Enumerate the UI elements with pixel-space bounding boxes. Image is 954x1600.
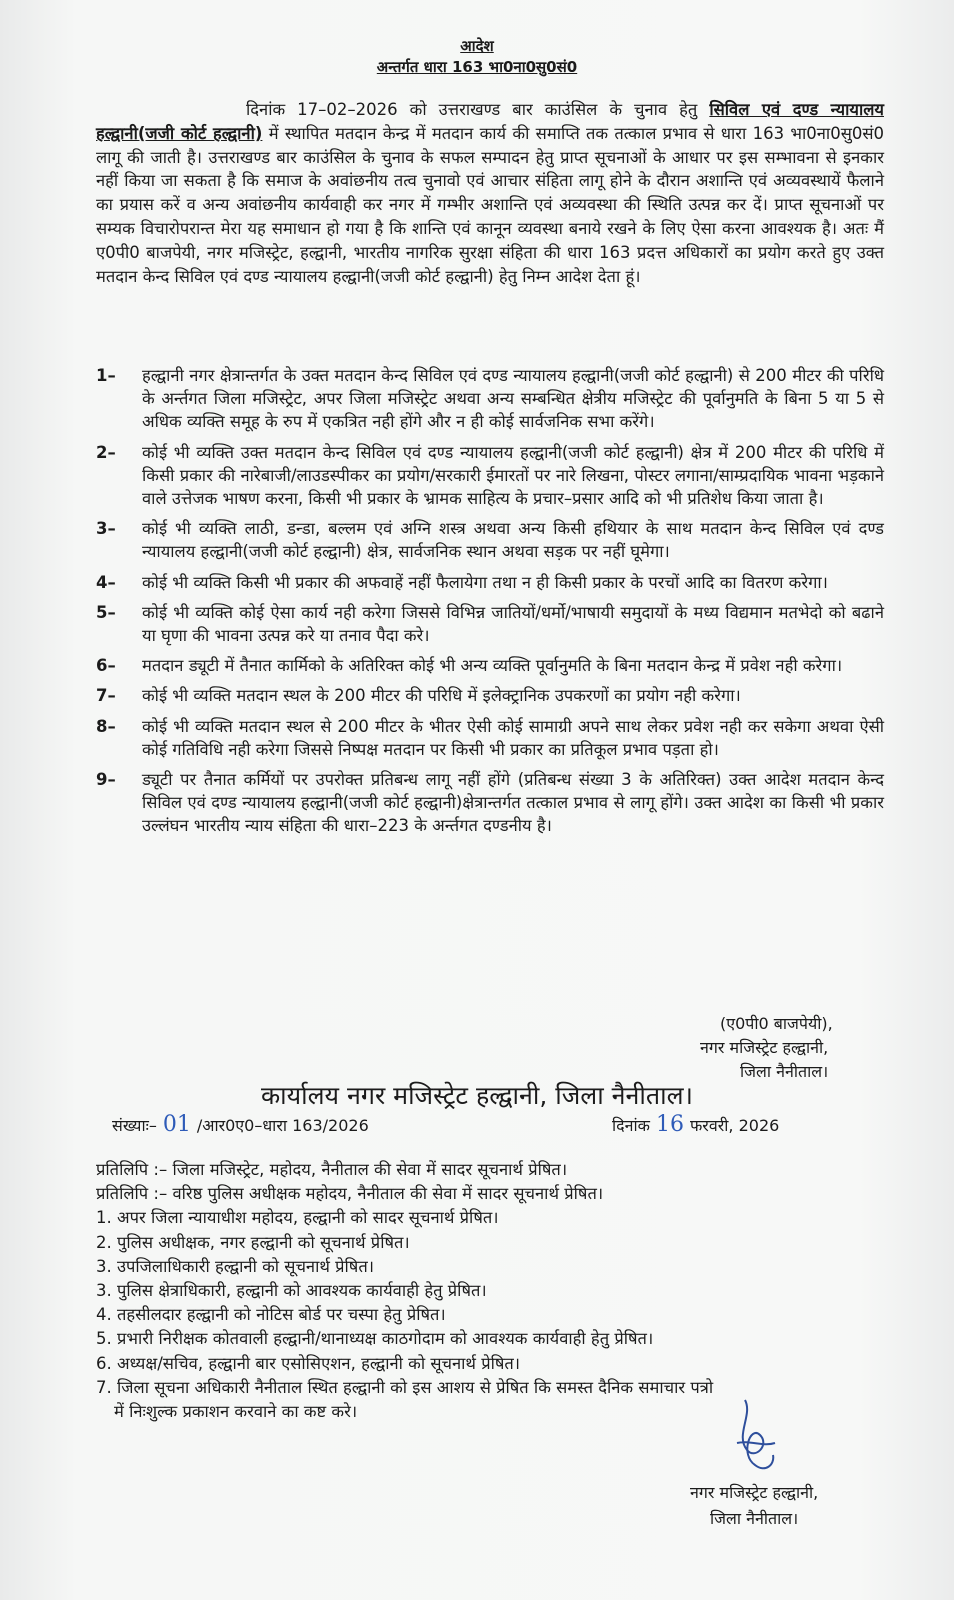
item-text: कोई भी व्यक्ति किसी भी प्रकार की अफवाहें नहीं फैलायेगा तथा न ही किसी प्रकार के परचों आदि का वितरण करेगा। bbox=[142, 572, 828, 592]
signatory-name: (ए0पी0 बाजपेयी), bbox=[720, 1014, 833, 1033]
intro-court-name: सिविल एवं दण्ड न्यायालय हल्द्वानी(जजी कोर्ट हल्द्वानी) bbox=[96, 100, 884, 143]
footer-designation: नगर मजिस्ट्रेट हल्द्वानी, bbox=[690, 1483, 819, 1502]
date-prefix: दिनांक bbox=[612, 1116, 650, 1135]
item-number: 9– bbox=[96, 770, 116, 790]
order-item bbox=[96, 364, 884, 434]
item-text: ड्यूटी पर तैनात कर्मियों पर उपरोक्त प्रतिबन्ध लागू नहीं होंगे (प्रतिबन्ध संख्या 3 के अतिरिक्त) उक्त आदेश मतदान केन्द सिविल एवं दण्ड न्यायालय हल्द्वानी(जजी कोर्ट हल्द्वानी)क्षेत्रान्तर्गत तत्काल प्रभाव से लागू होंगे। उक्त आदेश का किसी भी प्रकार उल्लंघन भारतीय न्याय संहिता की धारा–223 के अर्न्तगत दण्डनीय है। bbox=[142, 770, 884, 836]
item-number: 6– bbox=[96, 656, 116, 676]
order-item bbox=[96, 684, 884, 707]
ref-prefix: संख्याः– bbox=[112, 1116, 157, 1135]
order-item bbox=[96, 601, 884, 647]
item-text: कोई भी व्यक्ति लाठी, डन्डा, बल्लम एवं अग्नि शस्त्र अथवा अन्य किसी हथियार के साथ मतदान केन्द सिविल एवं दण्ड न्यायालय हल्द्वानी(जजी कोर्ट हल्द्वानी) क्षेत्र, सार्वजनिक स्थान अथवा सड़क पर नहीं घूमेगा। bbox=[142, 519, 884, 562]
copy-item: 3. पुलिस क्षेत्राधिकारी, हल्द्वानी को आवश्यक कार्यवाही हेतु प्रेषित। bbox=[96, 1281, 487, 1301]
copy-distribution-list bbox=[96, 1158, 896, 1424]
intro-paragraph bbox=[96, 98, 884, 288]
signature-block bbox=[700, 1012, 833, 1084]
copy-item: 2. पुलिस अधीक्षक, नगर हल्द्वानी को सूचनार्थ प्रेषित। bbox=[96, 1232, 410, 1252]
item-number: 3– bbox=[96, 519, 116, 539]
item-text: कोई भी व्यक्ति उक्त मतदान केन्द सिविल एवं दण्ड न्यायालय हल्द्वानी(जजी कोर्ट हल्द्वानी) क्षेत्र में 200 मीटर की परिधि में किसी प्रकार की नारेबाजी/लाउडस्पीकर का प्रयोग/सरकारी ईमारतों पर नारे लिखना, पोस्टर लगाना/साम्प्रदायिक भावना भड़काने वाले उत्तेजक भाषण करना, किसी भी प्रकार के भ्रामक साहित्य के प्रचार–प्रसार आदि को भी प्रतिशेध किया जाता है। bbox=[142, 442, 884, 509]
order-item bbox=[96, 654, 884, 677]
issue-date bbox=[612, 1112, 779, 1137]
order-item bbox=[96, 715, 884, 761]
date-suffix: फरवरी, 2026 bbox=[689, 1116, 780, 1135]
item-number: 5– bbox=[96, 602, 116, 622]
item-number: 2– bbox=[96, 442, 116, 462]
item-number: 4– bbox=[96, 572, 116, 592]
order-subtitle: अन्तर्गत धारा 163 भा0ना0सु0सं0 bbox=[376, 58, 578, 76]
item-text: कोई भी व्यक्ति मतदान स्थल से 200 मीटर के भीतर ऐसी कोई सामाग्री अपने साथ लेकर प्रवेश नही कर सकेगा अथवा ऐसी कोई गतिविधि नही करेगा जिससे निष्पक्ष मतदान पर किसी भी प्रकार का प्रतिकूल प्रभाव पड़ता हो। bbox=[142, 716, 884, 759]
item-number: 7– bbox=[96, 686, 116, 706]
footer-signature-block bbox=[690, 1480, 818, 1532]
order-item bbox=[96, 768, 884, 838]
item-text: कोई भी व्यक्ति मतदान स्थल के 200 मीटर की परिधि में इलेक्ट्रानिक उपकरणों का प्रयोग नही करेगा। bbox=[142, 686, 741, 706]
order-item bbox=[96, 517, 884, 563]
intro-text-1: दिनांक 17–02–2026 को उत्तराखण्ड बार काउंसिल के चुनाव हेतु bbox=[246, 100, 698, 119]
copy-item: 1. अपर जिला न्यायाधीश महोदय, हल्द्वानी को सादर सूचनार्थ प्रेषित। bbox=[96, 1208, 499, 1228]
handwritten-signature-icon bbox=[725, 1395, 785, 1485]
order-item bbox=[96, 571, 884, 594]
ref-handwritten-number: 01 bbox=[162, 1112, 191, 1137]
copy-item: 7. जिला सूचना अधिकारी नैनीताल स्थित हल्द्वानी को इस आशय से प्रेषित कि समस्त दैनिक समाचार पत्रो bbox=[96, 1377, 714, 1397]
order-items bbox=[96, 364, 884, 845]
intro-text-2: में स्थापित मतदान केन्द्र में मतदान कार्य की समाप्ति तक तत्काल प्रभाव से धारा 163 भा0ना0सु0सं0 लागू की जाती है। उत्तराखण्ड बार काउंसिल के चुनाव के सफल सम्पादन हेतु प्राप्त सूचनाओं के आधार पर इस सम्भावना से इनकार नहीं किया जा सकता है कि समाज के अवांछनीय तत्व चुनावो एवं आचार संहिता लागू होने के दौरान अशान्ति एवं अव्यवस्थायें फैलाने का प्रयास करें व अन्य अवांछनीय कार्यवाही कर नगर में गम्भीर अशान्ति एवं अव्यवस्था की स्थिति उत्पन्न कर दें। प्राप्त सूचनाओं पर सम्यक विचारोपरान्त मेरा यह समाधान हो गया है कि शान्ति एवं कानून व्यवस्था बनाये रखने के लिए ऐसा करना आवश्यक है। अतः मैं ए0पी0 बाजपेयी, नगर मजिस्ट्रेट, हल्द्वानी, भारतीय नागरिक सुरक्षा संहिता की धारा 163 प्रदत्त अधिकारों का प्रयोग करते हुए उक्त मतदान केन्द सिविल एवं दण्ड न्यायालय हल्द्वानी(जजी कोर्ट हल्द्वानी) हेतु निम्न आदेश देता हूं। bbox=[96, 123, 884, 286]
order-item bbox=[96, 441, 884, 511]
copy-item: में निःशुल्क प्रकाशन करवाने का कष्ट करे। bbox=[114, 1402, 358, 1422]
date-handwritten-day: 16 bbox=[655, 1112, 684, 1137]
item-text: कोई भी व्यक्ति कोई ऐसा कार्य नही करेगा जिससे विभिन्न जातियों/धर्मो/भाषायी समुदायों के मध्य विद्यमान मतभेदो को बढाने या घृणा की भावना उत्पन्न करे या तनाव पैदा करे। bbox=[142, 602, 884, 646]
copy-item: 6. अध्यक्ष/सचिव, हल्द्वानी बार एसोसिएशन, हल्द्वानी को सूचनार्थ प्रेषित। bbox=[96, 1353, 521, 1373]
copy-item: 4. तहसीलदार हल्द्वानी को नोटिस बोर्ड पर चस्पा हेतु प्रेषित। bbox=[96, 1305, 446, 1325]
item-number: 1– bbox=[96, 366, 116, 385]
office-heading: कार्यालय नगर मजिस्ट्रेट हल्द्वानी, जिला नैनीताल। bbox=[260, 1081, 694, 1110]
item-text: हल्द्वानी नगर क्षेत्रान्तर्गत के उक्त मतदान केन्द सिविल एवं दण्ड न्यायालय हल्द्वानी(जजी कोर्ट हल्द्वानी) से 200 मीटर की परिधि के अर्न्तगत जिला मजिस्ट्रेट, अपर जिला मजिस्ट्रेट अथवा अन्य सम्बन्धित क्षेत्रीय मजिस्ट्रेट की पूर्वानुमति के बिना 5 या 5 से अधिक व्यक्ति समूह के रुप में एकत्रित नही होंगे और न ही कोई सार्वजनिक सभा करेंगे। bbox=[142, 366, 884, 432]
signatory-designation: नगर मजिस्ट्रेट हल्द्वानी, bbox=[700, 1038, 829, 1057]
order-title: आदेश bbox=[460, 37, 494, 55]
copy-item: प्रतिलिपि :– जिला मजिस्ट्रेट, महोदय, नैनीताल की सेवा में सादर सूचनार्थ प्रेषित। bbox=[96, 1160, 568, 1179]
item-number: 8– bbox=[96, 716, 116, 736]
copy-item: 3. उपजिलाधिकारी हल्द्वानी को सूचनार्थ प्रेषित। bbox=[96, 1256, 374, 1276]
signatory-district: जिला नैनीताल। bbox=[740, 1062, 829, 1081]
ref-suffix: /आर0ए0–धारा 163/2026 bbox=[196, 1116, 369, 1135]
reference-number bbox=[112, 1112, 369, 1137]
item-text: मतदान ड्यूटी में तैनात कार्मिको के अतिरिक्त कोई भी अन्य व्यक्ति पूर्वानुमति के बिना मतदान केन्द्र में प्रवेश नही करेगा। bbox=[142, 656, 843, 676]
footer-district: जिला नैनीताल। bbox=[710, 1509, 799, 1528]
copy-item: प्रतिलिपि :– वरिष्ठ पुलिस अधीक्षक महोदय, नैनीताल की सेवा में सादर सूचनार्थ प्रेषित। bbox=[96, 1184, 604, 1204]
copy-item: 5. प्रभारी निरीक्षक कोतवाली हल्द्वानी/थानाध्यक्ष काठगोदाम को आवश्यक कार्यवाही हेतु प्रेषित। bbox=[96, 1329, 654, 1349]
